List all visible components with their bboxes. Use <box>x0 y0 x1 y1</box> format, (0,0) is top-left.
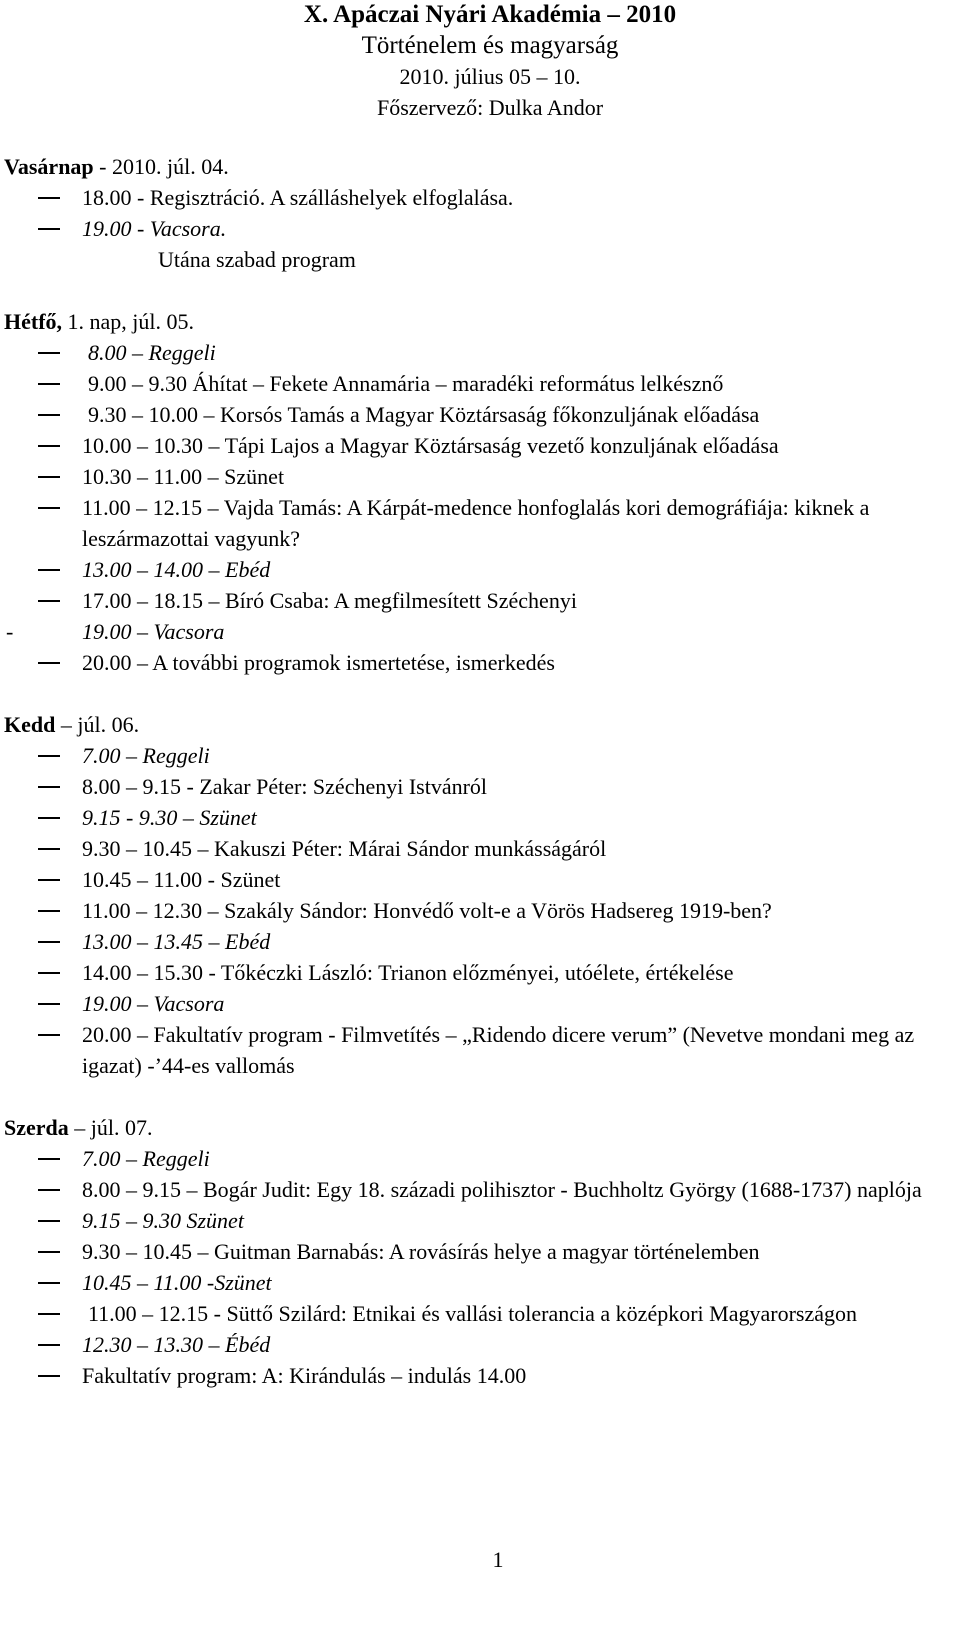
list-item: 11.00 – 12.30 – Szakály Sándor: Honvédő volt-e a Vörös Hadsereg 1919-ben? <box>4 895 932 926</box>
page-number: 1 <box>492 1547 504 1572</box>
list-item: 19.00 – Vacsora <box>4 988 932 1019</box>
dash-bullet <box>38 1375 60 1377</box>
list-item: 17.00 – 18.15 – Bíró Csaba: A megfilmesített Széchenyi <box>4 585 932 616</box>
list-item: 20.00 – Fakultatív program - Filmvetítés – „Ridendo dicere verum” (Nevetve mondani meg az igazat) -’44-es vallomás <box>4 1019 932 1081</box>
program-schedule <box>4 151 954 1391</box>
dash-bullet <box>38 1003 60 1005</box>
dash-bullet <box>38 507 60 509</box>
day-date: 1. nap, júl. 05. <box>62 309 195 334</box>
dash-bullet <box>38 1220 60 1222</box>
list-item: 10.00 – 10.30 – Tápi Lajos a Magyar Köztársaság vezető konzuljának előadása <box>4 430 932 461</box>
dash-bullet <box>38 910 60 912</box>
day-name: Hétfő, <box>4 309 63 334</box>
list-item: 9.30 – 10.00 – Korsós Tamás a Magyar Köztársaság főkonzuljának előadása <box>4 399 938 430</box>
list-item: 9.15 – 9.30 Szünet <box>4 1205 932 1236</box>
dash-bullet <box>38 879 60 881</box>
day-date: – júl. 07. <box>68 1115 153 1140</box>
dash-bullet <box>38 786 60 788</box>
list-item: 9.15 - 9.30 – Szünet <box>4 802 932 833</box>
dash-bullet <box>38 972 60 974</box>
document-header <box>0 0 960 123</box>
day-date: – júl. 06. <box>55 712 140 737</box>
list-item: 10.30 – 11.00 – Szünet <box>4 461 932 492</box>
list-item: 8.00 – Reggeli <box>4 337 938 368</box>
list-item: 12.30 – 13.30 – Ébéd <box>4 1329 932 1360</box>
list-item: 11.00 – 12.15 – Vajda Tamás: A Kárpát-medence honfoglalás kori demográfiája: kiknek a leszármazottai vagyunk? <box>4 492 932 554</box>
dash-bullet <box>38 1034 60 1036</box>
dash-bullet <box>38 414 60 416</box>
day-heading-kedd <box>4 709 954 740</box>
list-item: - 19.00 – Vacsora <box>4 616 932 647</box>
day-heading-szerda <box>4 1112 954 1143</box>
list-item: 11.00 – 12.15 - Süttő Szilárd: Etnikai és vallási tolerancia a középkori Magyarországon <box>4 1298 938 1329</box>
list-item: 10.45 – 11.00 -Szünet <box>4 1267 932 1298</box>
dash-bullet <box>38 1189 60 1191</box>
dash-bullet <box>38 848 60 850</box>
document-subtitle: Történelem és magyarság <box>361 32 619 59</box>
hyphen-bullet: - <box>6 619 14 644</box>
list-item: 7.00 – Reggeli <box>4 1143 932 1174</box>
day-name: Kedd <box>4 712 56 737</box>
dash-bullet <box>38 817 60 819</box>
list-item: 8.00 – 9.15 – Bogár Judit: Egy 18. századi polihisztor - Buchholtz György (1688-1737) naplója <box>4 1174 932 1205</box>
list-item: Fakultatív program: A: Kirándulás – indulás 14.00 <box>4 1360 932 1391</box>
dash-bullet <box>38 600 60 602</box>
dash-bullet <box>38 352 60 354</box>
dash-bullet <box>38 755 60 757</box>
dash-bullet <box>38 1282 60 1284</box>
dash-bullet <box>38 941 60 943</box>
document-organizer: Főszervező: Dulka Andor <box>376 95 604 120</box>
document-dates: 2010. július 05 – 10. <box>399 64 581 89</box>
day-date: - 2010. júl. 04. <box>93 154 229 179</box>
list-item: 19.00 - Vacsora. <box>4 213 932 244</box>
day-name: Vasárnap <box>4 154 94 179</box>
dash-bullet <box>38 1251 60 1253</box>
dash-bullet <box>38 1344 60 1346</box>
dash-bullet <box>38 476 60 478</box>
list-item: 18.00 - Regisztráció. A szálláshelyek elfoglalása. <box>4 182 932 213</box>
list-item: 13.00 – 13.45 – Ebéd <box>4 926 932 957</box>
dash-bullet <box>38 228 60 230</box>
day-name: Szerda <box>4 1115 69 1140</box>
day-heading-hetfo <box>4 306 954 337</box>
list-item: 9.30 – 10.45 – Kakuszi Péter: Márai Sándor munkásságáról <box>4 833 932 864</box>
dash-bullet <box>38 445 60 447</box>
list-item: 9.00 – 9.30 Áhítat – Fekete Annamária – maradéki református lelkésznő <box>4 368 938 399</box>
day-heading-vasarnap <box>4 151 954 182</box>
dash-bullet <box>38 1158 60 1160</box>
dash-bullet <box>38 383 60 385</box>
list-item: 9.30 – 10.45 – Guitman Barnabás: A rovásírás helye a magyar történelemben <box>4 1236 932 1267</box>
list-item: 20.00 – A további programok ismertetése, ismerkedés <box>4 647 932 678</box>
dash-bullet <box>38 1313 60 1315</box>
list-item: 14.00 – 15.30 - Tőkéczki László: Trianon előzményei, utóélete, értékelése <box>4 957 932 988</box>
dash-bullet <box>38 662 60 664</box>
dash-bullet <box>38 197 60 199</box>
list-item: 13.00 – 14.00 – Ebéd <box>4 554 932 585</box>
dash-bullet <box>38 569 60 571</box>
list-item-extra: Utána szabad program <box>158 247 356 272</box>
list-item: 10.45 – 11.00 - Szünet <box>4 864 932 895</box>
list-item: 8.00 – 9.15 - Zakar Péter: Széchenyi Istvánról <box>4 771 932 802</box>
document-title: X. Apáczai Nyári Akadémia – 2010 <box>303 1 677 28</box>
list-item: 7.00 – Reggeli <box>4 740 932 771</box>
